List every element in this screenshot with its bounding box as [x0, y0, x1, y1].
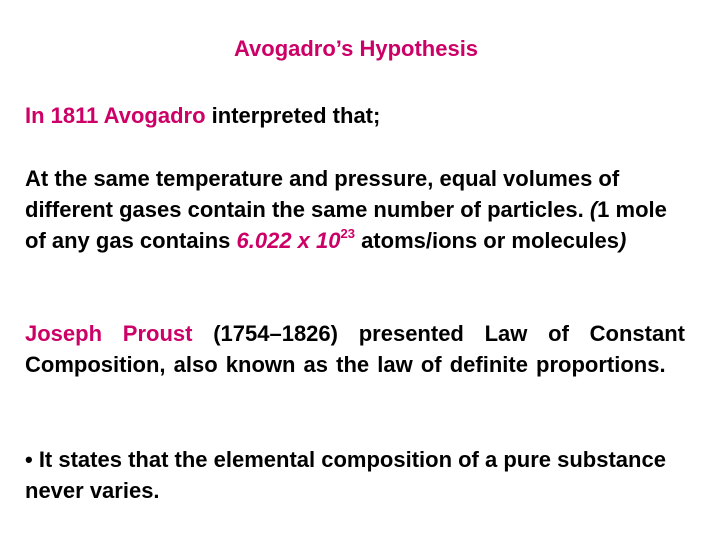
bullet-icon: • [25, 447, 33, 472]
slide-title: Avogadro’s Hypothesis [233, 36, 479, 61]
hypothesis-text-3: atoms/ions or molecules [354, 228, 620, 253]
proust-paragraph [25, 318, 685, 380]
paren-close: ) [619, 228, 627, 253]
intro-rest: interpreted that; [205, 103, 381, 128]
intro-paragraph [25, 100, 685, 131]
proust-name: Joseph Proust [25, 321, 193, 346]
hypothesis-text-1: At the same temperature and pressure, equal volumes of different gases contain the same number of particles. [25, 166, 620, 222]
intro-year-name: In 1811 Avogadro [25, 103, 206, 128]
bullet-text: It states that the elemental composition of a pure substance never varies. [25, 447, 666, 503]
hypothesis-paragraph [25, 163, 685, 256]
bullet-paragraph [25, 444, 685, 506]
proust-text: (1754–1826) presented Law of Constant Composition, also known as the law of definite proportions. [25, 321, 685, 377]
hypothesis-text-2: 1 mole of any gas contains [25, 197, 667, 253]
paren-open: ( [589, 197, 598, 222]
avogadro-exponent: 23 [340, 226, 355, 241]
avogadro-number: 6.022 x 10 [236, 228, 341, 253]
